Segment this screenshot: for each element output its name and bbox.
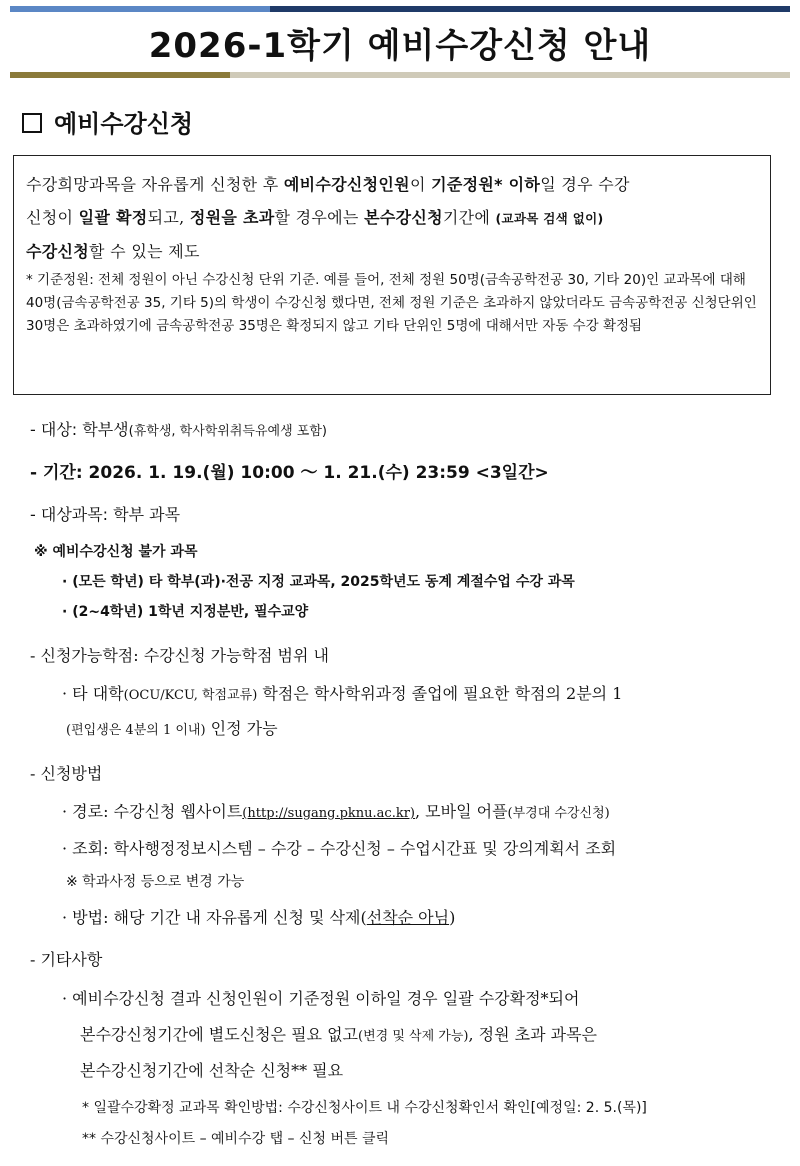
subjects-line: - 대상과목: 학부 과목 (30, 505, 181, 524)
etc-line: - 기타사항 (30, 950, 103, 969)
etc-text-part: , 정원 초과 과목은 (468, 1025, 598, 1044)
def-bold-small: (교과목 검색 없이) (495, 211, 604, 226)
def-text: 일 경우 수강 (540, 175, 630, 194)
def-text: 이 (409, 175, 432, 194)
credits-text: 학점은 학사학위과정 졸업에 필요한 학점의 2분의 1 (257, 684, 623, 703)
def-bold: 기준정원* 이하 (431, 175, 541, 194)
page-title: 2026-1학기 예비수강신청 안내 (148, 26, 652, 66)
credits-line: - 신청가능학점: 수강신청 가능학점 범위 내 (30, 646, 329, 665)
target-note: (휴학생, 학사학위취득유예생 포함) (128, 424, 327, 439)
def-text: 되고, (147, 208, 190, 227)
how-text: · 방법: 해당 기간 내 자유롭게 신청 및 삭제( (62, 908, 367, 927)
section-heading (22, 104, 193, 139)
target-line (30, 417, 327, 440)
checkbox-square-icon (22, 113, 42, 133)
def-bold: 예비수강신청인원 (283, 175, 410, 194)
def-bold: 수강신청 (26, 242, 90, 261)
credits-note: (편입생은 4분의 1 이내) (66, 723, 206, 738)
excluded-item: · (2~4학년) 1학년 지정분반, 필수교양 (62, 604, 309, 620)
period-line: - 기간: 2026. 1. 19.(월) 10:00 ～ 1. 21.(수) 23:59 <3일간> (30, 463, 549, 483)
sugang-website-link[interactable]: (http://sugang.pknu.ac.kr) (242, 806, 415, 821)
method-lookup: · 조회: 학사행정정보시스템 – 수강 – 수강신청 – 수업시간표 및 강의계획서 조회 (62, 839, 617, 858)
excluded-item: · (모든 학년) 타 학부(과)·전공 지정 교과목, 2025학년도 동계 계절수업 수강 과목 (62, 574, 575, 590)
etc-text: · 예비수강신청 결과 신청인원이 기준정원 이하일 경우 일괄 수강확정*되어 (62, 989, 580, 1008)
definition-box (13, 155, 771, 395)
etc-note: (변경 및 삭제 가능) (358, 1029, 469, 1044)
credits-note: (OCU/KCU, 학점교류) (123, 688, 258, 703)
etc-text: 본수강신청기간에 선착순 신청** 필요 (80, 1061, 344, 1080)
method-how (62, 905, 455, 928)
title-underline (10, 72, 790, 78)
def-text: 할 경우에는 (274, 208, 365, 227)
method-lookup-note: ※ 학과사정 등으로 변경 가능 (66, 874, 245, 890)
excluded-heading: ※ 예비수강신청 불가 과목 (34, 544, 198, 560)
how-underlined: 선착순 아님 (366, 908, 450, 927)
section-heading-text: 예비수강신청 (54, 110, 194, 138)
def-bold: 일괄 확정 (78, 208, 148, 227)
credits-sub (66, 716, 278, 739)
top-decor-bar (10, 6, 790, 12)
etc-text (80, 1022, 597, 1045)
etc-footnote: ** 수강신청사이트 – 예비수강 탭 – 신청 버튼 클릭 (82, 1131, 390, 1147)
def-text: 기간에 (442, 208, 496, 227)
credits-text: 인정 가능 (205, 719, 278, 738)
route-text: , 모바일 어플 (415, 802, 508, 821)
credits-sub (62, 681, 622, 704)
definition-text (26, 168, 770, 268)
credits-text: · 타 대학 (62, 684, 124, 703)
def-text: 할 수 있는 제도 (89, 242, 200, 261)
route-note: (부경대 수강신청) (507, 806, 610, 821)
etc-text-part: 본수강신청기간에 별도신청은 필요 없고 (80, 1025, 359, 1044)
def-text: 신청이 (26, 208, 79, 227)
how-text: ) (449, 908, 456, 927)
method-route (62, 799, 610, 822)
method-line: - 신청방법 (30, 764, 103, 783)
etc-footnote: * 일괄수강확정 교과목 확인방법: 수강신청사이트 내 수강신청확인서 확인[예정일: 2. 5.(목)] (82, 1100, 647, 1116)
def-bold: 본수강신청 (364, 208, 443, 227)
def-bold: 정원을 초과 (189, 208, 275, 227)
definition-footnote: * 기준정원: 전체 정원이 아닌 수강신청 단위 기준. 예를 들어, 전체 정원 50명(금속공학전공 30, 기타 20)인 교과목에 대해 40명(금속공학전공 35, 기타 5)의 학생이 수강신청 했다면, 전체 정원 기준은 초과하지 않았더라도 금속공학전공 신청단위인 30명은 초과하였기에 금속공학전공 35명은 확정되지 않고 기타 단위인 5명에 대해서만 자동 수강 확정됨 (26, 272, 757, 334)
route-text: · 경로: 수강신청 웹사이트 (62, 802, 243, 821)
target-label: - 대상: 학부생 (30, 420, 129, 439)
def-text: 수강희망과목을 자유롭게 신청한 후 (26, 175, 284, 194)
